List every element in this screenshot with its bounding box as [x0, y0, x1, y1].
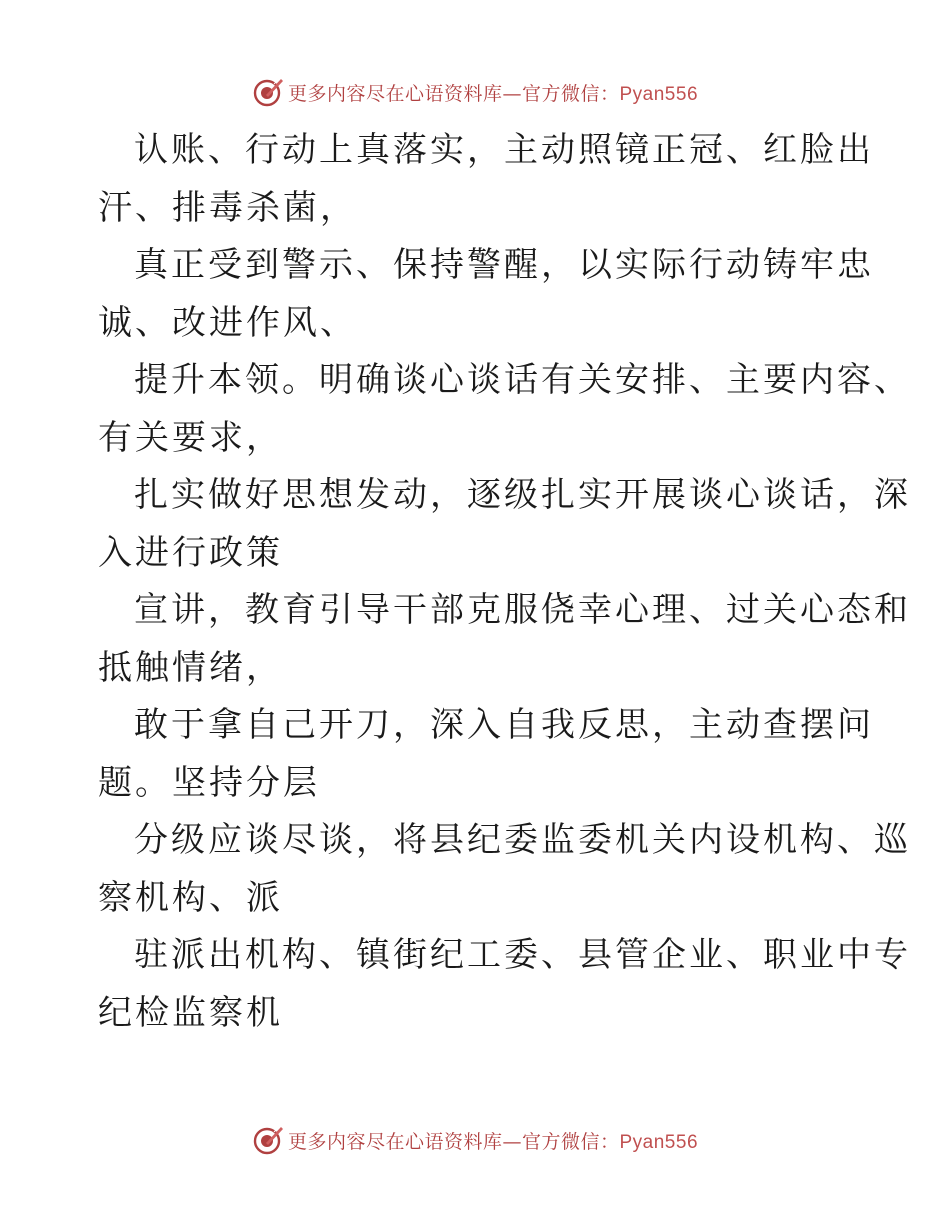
paragraph: [98, 122, 874, 237]
watermark-text: [288, 79, 698, 106]
paragraph-continuation: 纪检监察机: [98, 992, 283, 1033]
paragraph-first-line: 宣讲，教育引导干部克服侥幸心理、过关心态和: [134, 590, 911, 630]
paragraph: [98, 582, 911, 697]
watermark-dash: —: [502, 82, 522, 105]
watermark-sub: 官方微信：: [521, 82, 620, 105]
watermark-text: [288, 1127, 698, 1154]
watermark-id: Pyan556: [619, 1131, 699, 1153]
paragraph-first-line: 敢于拿自己开刀，深入自我反思，主动查摆问: [134, 705, 874, 745]
paragraph: [98, 812, 911, 927]
watermark-id: Pyan556: [619, 83, 699, 105]
paragraph-continuation: 察机构、派: [98, 877, 283, 918]
paragraph: [98, 467, 911, 582]
quill-logo-icon: [252, 76, 284, 108]
paragraph-continuation: 入进行政策: [98, 532, 283, 573]
footer-watermark: [0, 1120, 950, 1160]
paragraph-first-line: 真正受到警示、保持警醒，以实际行动铸牢忠: [134, 245, 874, 285]
paragraph: [98, 697, 874, 812]
paragraph: [98, 927, 911, 1042]
paragraph-first-line: 驻派出机构、镇街纪工委、县管企业、职业中专: [134, 935, 911, 975]
paragraph-continuation: 抵触情绪，: [98, 647, 283, 688]
paragraph: [98, 237, 874, 352]
watermark-main: 更多内容尽在心语资料库: [287, 1130, 503, 1153]
watermark-main: 更多内容尽在心语资料库: [287, 82, 503, 105]
paragraph-continuation: 诚、改进作风、: [98, 302, 357, 343]
paragraph: [98, 352, 911, 467]
paragraph-continuation: 题。坚持分层: [98, 762, 320, 803]
paragraph-continuation: 汗、排毒杀菌，: [98, 187, 357, 228]
paragraph-first-line: 分级应谈尽谈，将县纪委监委机关内设机构、巡: [134, 820, 911, 860]
watermark-sub: 官方微信：: [521, 1130, 620, 1153]
paragraph-first-line: 扎实做好思想发动，逐级扎实开展谈心谈话，深: [134, 475, 911, 515]
paragraph-first-line: 认账、行动上真落实，主动照镜正冠、红脸出: [134, 130, 874, 170]
header-watermark: [0, 72, 950, 112]
watermark-dash: —: [502, 1130, 522, 1153]
quill-logo-icon: [252, 1124, 284, 1156]
document-body: [98, 122, 911, 1042]
paragraph-continuation: 有关要求，: [98, 417, 283, 458]
paragraph-first-line: 提升本领。明确谈心谈话有关安排、主要内容、: [134, 360, 911, 400]
